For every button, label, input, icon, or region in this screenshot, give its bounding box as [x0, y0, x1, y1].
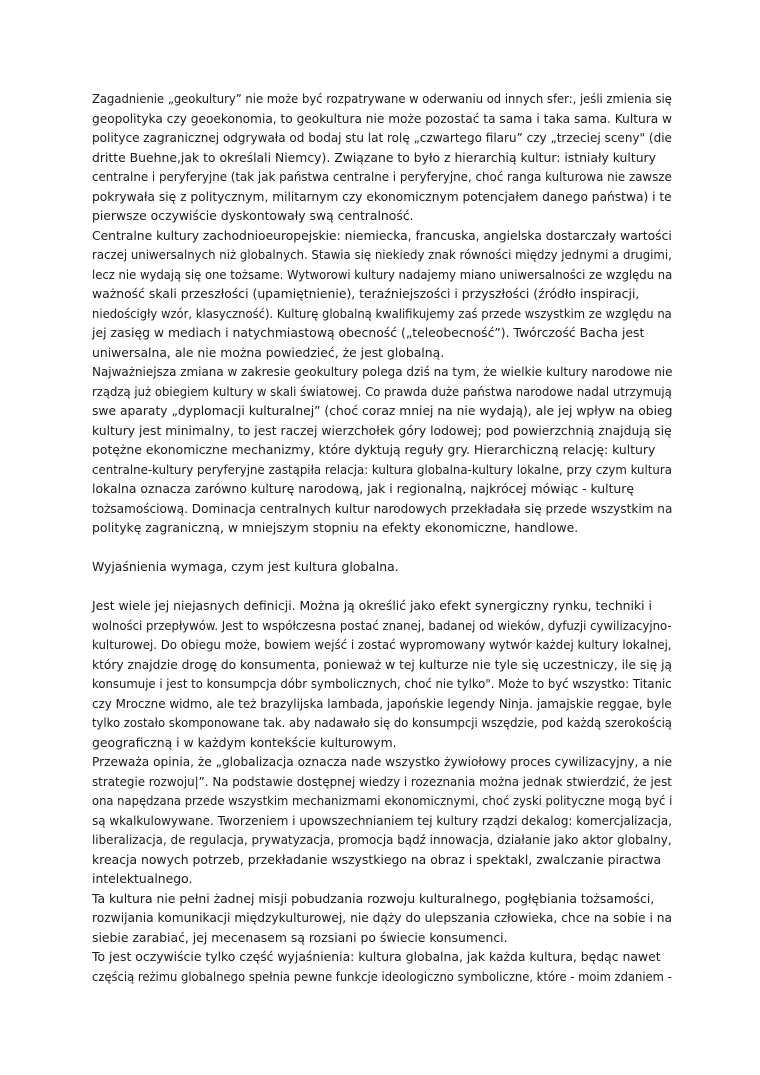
text-line: który znajdzie drogę do konsumenta, ponieważ w tej kulturze nie tyle się uczestniczy, ile się ją [92, 656, 672, 672]
text-line: uniwersalna, ale nie można powiedzieć, że jest globalną. [92, 344, 445, 360]
text-line: kulturowej. Do obiegu może, bowiem wejść i zostać wypromowany wytwór każdej kultury lokalnej, [92, 637, 672, 652]
document-page [92, 89, 672, 986]
text-line: To jest oczywiście tylko część wyjaśnienia: kultura globalna, jak każda kultura, będąc nawet [92, 949, 661, 964]
text-line: czy Mroczne widmo, ale też brazylijska lambada, japońskie legendy Ninja. jamajskie reggae, byle [92, 695, 672, 711]
text-line: ona napędzana przede wszystkim mechanizmami ekonomicznymi, choć zyski polityczne mogą być i [92, 793, 673, 808]
text-line: częścią reżimu globalnego spełnia pewne funkcje ideologiczno symboliczne, które - moim zdaniem - [92, 968, 672, 984]
text-line: pokrywała się z politycznym, militarnym czy ekonomicznym potencjałem danego państwa) i te [92, 188, 672, 204]
paragraph [92, 89, 672, 226]
text-line: strategie rozwoju|”. Na podstawie dostępnej wiedzy i rozeznania można jednak stwierdzić, że jest [92, 773, 672, 789]
paragraph [92, 557, 672, 577]
text-line: konsumuje i jest to konsumpcja dóbr symbolicznych, choć nie tylko". Może to być wszystko: Titanic [92, 676, 672, 691]
text-line: lokalna oznacza zarówno kulturę narodową, jak i regionalną, najkrócej mówiąc - kulturę [92, 481, 634, 496]
text-line: Ta kultura nie pełni żadnej misji pobudzania rozwoju kulturalnego, pogłębiania tożsamości, [92, 890, 655, 906]
paragraph [92, 362, 672, 538]
text-line: swe aparaty „dyplomacji kulturalnej” (choć coraz mniej na nie wydają), ale jej wpływ na obieg [92, 403, 673, 418]
text-line: politykę zagraniczną, w mniejszym stopniu na efekty ekonomiczne, handlowe. [92, 520, 579, 535]
text-line: geograficzną i w każdym kontekście kulturowym. [92, 734, 397, 750]
text-line: tylko zostało skomponowane tak. aby nadawało się do konsumpcji wszędzie, pod każdą szerokością [92, 715, 672, 730]
text-line: Centralne kultury zachodnioeuropejskie: niemiecka, francuska, angielska dostarczały wartości [92, 227, 672, 243]
paragraph [92, 947, 672, 986]
text-line: geopolityka czy geoekonomia, to geokultura nie może pozostać ta sama i taka sama. Kultura w [92, 110, 672, 126]
text-line: Jest wiele jej niejasnych definicji. Można ją określić jako efekt synergiczny rynku, techniki i [92, 598, 652, 613]
paragraph [92, 226, 672, 363]
text-line: Zagadnienie „geokultury” nie może być rozpatrywane w oderwaniu od innych sfer:, jeśli zmienia się [92, 91, 672, 106]
text-line: wolności przepływów. Jest to współczesna postać znanej, badanej od wieków, dyfuzji cywilizacyjno- [92, 617, 672, 633]
text-line: dritte Buehne,jak to określali Niemcy). Związane to było z hierarchią kultur: istniały kultury [92, 149, 656, 165]
text-line: polityce zagranicznej odgrywała od bodaj stu lat rolę „czwartego filaru” czy „trzeciej sceny" (die [92, 130, 672, 145]
paragraph [92, 889, 672, 948]
paragraph [92, 596, 672, 752]
text-line: tożsamościową. Dominacja centralnych kultur narodowych przekładała się przede wszystkim na [92, 500, 673, 516]
text-line: raczej uniwersalnych niż globalnych. Stawia się niekiedy znak równości między jednymi a drugimi, [92, 247, 672, 262]
text-line: jej zasięg w mediach i natychmiastową obecność („teleobecność”). Twórczość Bacha jest [92, 325, 645, 340]
text-line: siebie zarabiać, jej mecenasem są rozsiani po świecie konsumenci. [92, 929, 508, 945]
text-line: pierwsze oczywiście dyskontowały swą centralność. [92, 208, 414, 223]
text-line: kreacja nowych potrzeb, przekładanie wszystkiego na obraz i spektakl, zwalczanie piractwa [92, 851, 662, 867]
text-line: liberalizacja, de regulacja, prywatyzacja, promocja bądź innowacja, działanie jako aktor globalny, [92, 832, 672, 847]
text-line: Wyjaśnienia wymaga, czym jest kultura globalna. [92, 559, 399, 574]
text-line: potężne ekonomiczne mechanizmy, które dyktują reguły gry. Hierarchiczną relację: kultury [92, 442, 656, 457]
text-line: są wkalkulowywane. Tworzeniem i upowszechnianiem tej kultury rządzi dekalog: komercjalizacja, [92, 812, 673, 828]
text-line: Najważniejsza zmiana w zakresie geokultury polega dziś na tym, że wielkie kultury narodowe nie [92, 364, 673, 379]
text-line: niedościgły wzór, klasyczność). Kulturę globalną kwalifikujemy zaś przede wszystkim ze względu na [92, 305, 672, 321]
text-line: ważność skali przeszłości (upamiętnienie), teraźniejszości i przyszłości (źródło inspiracji, [92, 286, 640, 301]
text-line: kultury jest minimalny, to jest raczej wierzchołek góry lodowej; pod powierzchnią znajdują się [92, 422, 672, 438]
paragraph-spacer [92, 538, 672, 558]
text-line: centralne-kultury peryferyjne zastąpiła relacja: kultura globalna-kultury lokalne, przy czym kultura [92, 461, 672, 477]
paragraph [92, 752, 672, 889]
text-line: lecz nie wydają się one tożsame. Wytworowi kultury nadajemy miano uniwersalności ze względu na [92, 266, 673, 282]
paragraph-spacer [92, 577, 672, 597]
text-line: intelektualnego. [92, 871, 193, 886]
text-line: rozwijania komunikacji międzykulturowej, nie dąży do ulepszania człowieka, chce na sobie i na [92, 910, 673, 925]
text-line: rządzą już obiegiem kultury w skali światowej. Co prawda duże państwa narodowe nadal utrzymują [92, 383, 672, 399]
text-line: centralne i peryferyjne (tak jak państwa centralne i peryferyjne, choć ranga kulturowa nie zawsze [92, 169, 672, 184]
text-line: Przeważa opinia, że „globalizacja oznacza nade wszystko żywiołowy proces cywilizacyjny, a nie [92, 754, 673, 769]
